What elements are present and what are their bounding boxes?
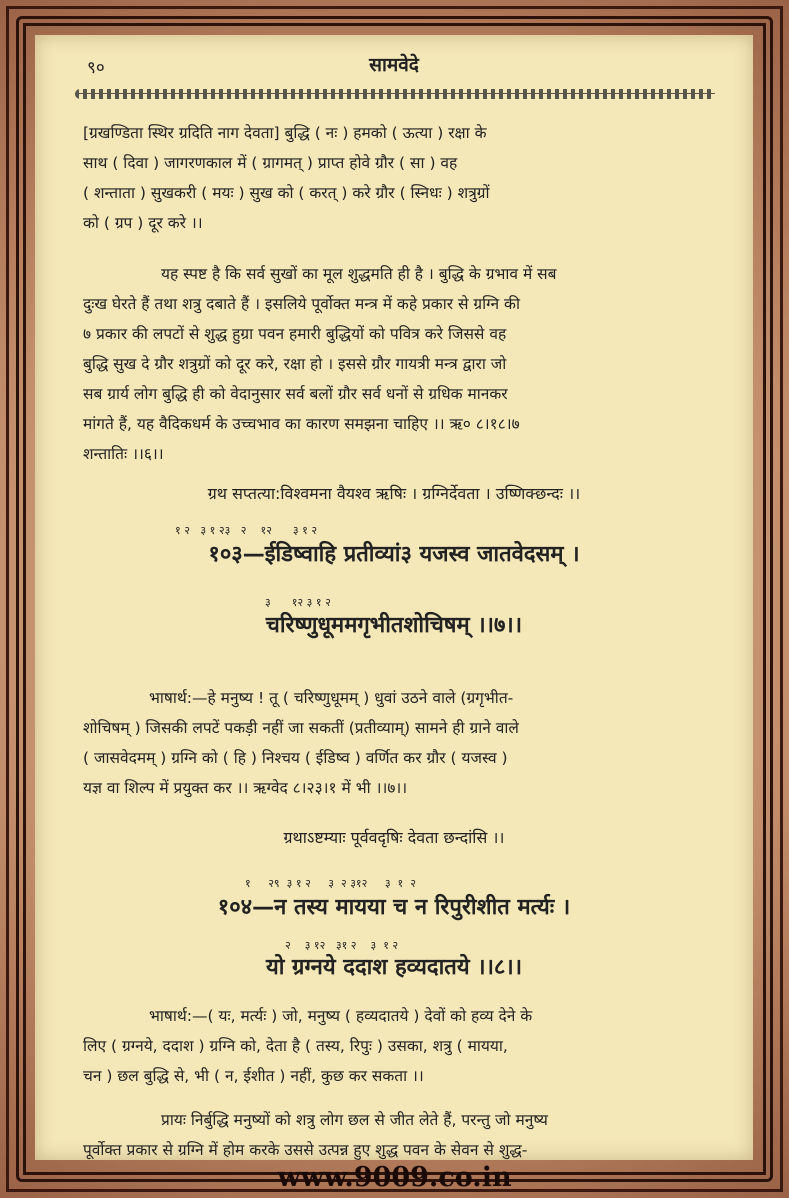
- text-line: दुःख घेरते हैं तथा शत्रु दबाते हैं । इसलिये पूर्वोक्त मन्त्र में कहे प्रकार से ग्रग्नि की: [83, 295, 520, 313]
- text-line: साथ ( दिवा ) जागरणकाल में ( ग्रागमत् ) प्राप्त होवे ग्रौर ( सा ) वह: [83, 154, 458, 172]
- svara-marks-104-line2: २ ३ १२ ३१ २ ३ १ २: [285, 939, 399, 952]
- paragraph-1: [83, 118, 711, 238]
- text-line: पूर्वोक्त प्रकार से ग्रग्नि में होम करके उससे उत्पन्न हुए शुद्ध पवन के सेवन से शुद्ध-: [83, 1141, 528, 1159]
- text-line: [ग्रखण्डिता स्थिर ग्रदिति नाग देवता] बुद्धि ( नः ) हमको ( ऊत्या ) रक्षा के: [83, 124, 487, 142]
- svara-marks-103-line1: १ २ ३ १ २३ २ १२ ३ १ २: [175, 524, 318, 537]
- rishi-devata-line-2: ग्रथाऽष्टम्याः पूर्ववदृषिः देवता छन्दांसि ।।: [283, 828, 505, 847]
- svara-marks-104-line1: १ २९ ३ १ २ ३ २ ३१२ ३ १ २: [245, 877, 416, 890]
- text-line: शन्तातिः ।।६।।: [83, 445, 164, 463]
- text-line: सब ग्रार्य लोग बुद्धि ही को वेदानुसार सर्व बलों ग्रौर सर्व धनों से ग्रधिक मानकर: [83, 385, 508, 403]
- page-number: ९०: [87, 58, 105, 78]
- rishi-devata-line-1: ग्रथ सप्तत्या:विश्वमना वैयश्व ऋषिः । ग्रग्निर्देवता । उष्णिक्छन्दः ।।: [207, 484, 581, 503]
- mantra-103-line2: चरिष्णुधूममगृभीतशोचिषम् ।।७।।: [265, 613, 523, 638]
- mantra-103-line1: १०३—ईडिष्वाहि प्रतीव्यां३ यजस्व जातवेदसम् ।: [208, 542, 580, 567]
- text-line: शोचिषम् ) जिसकी लपटें पकड़ी नहीं जा सकतीं (प्रतीव्याम्) सामने ही ग्राने वाले: [83, 719, 519, 737]
- running-title: सामवेदे: [369, 54, 419, 76]
- text-line: को ( ग्रप ) दूर करे ।।: [83, 214, 203, 232]
- paragraph-3: [83, 1105, 711, 1160]
- text-line: लिए ( ग्रग्नये, ददाश ) ग्रग्नि को, देता है ( तस्य, रिपुः ) उसका, शत्रु ( मायया,: [83, 1037, 508, 1055]
- book-page: [35, 35, 753, 1160]
- header-divider: [75, 89, 715, 99]
- text-line: प्रायः निर्बुद्धि मनुष्यों को शत्रु लोग छल से जीत लेते हैं, परन्तु जो मनुष्य: [161, 1111, 548, 1129]
- paragraph-2: [83, 259, 711, 469]
- text-line: यह स्पष्ट है कि सर्व सुखों का मूल शुद्धमति ही है । बुद्धि के ग्रभाव में सब: [161, 265, 557, 283]
- text-line: भाषार्थ:—( यः, मर्त्यः ) जो, मनुष्य ( हव्यदातये ) देवों को हव्य देने के: [149, 1007, 533, 1025]
- text-line: चन ) छल बुद्धि से, भी ( न, ईशीत ) नहीं, कुछ कर सकता ।।: [83, 1067, 424, 1085]
- text-line: मांगते हैं, यह वैदिकधर्म के उच्चभाव का कारण समझना चाहिए ।। ऋ० ८।१८।७: [83, 415, 520, 433]
- text-line: बुद्धि सुख दे ग्रौर शत्रुग्रों को दूर करे, रक्षा हो । इससे ग्रौर गायत्री मन्त्र द्वारा जो: [83, 355, 507, 373]
- mantra-104-line2: यो ग्रग्नये ददाश हव्यदातये ।।८।।: [265, 955, 523, 980]
- text-line: ७ प्रकार की लपटों से शुद्ध हुग्रा पवन हमारी बुद्धियों को पवित्र करे जिससे वह: [83, 325, 507, 343]
- bhasharth-104: [83, 1001, 711, 1091]
- text-line: ( जासवेदमम् ) ग्रग्नि को ( हि ) निश्चय ( ईडिष्व ) वर्णित कर ग्रौर ( यजस्व ): [83, 749, 508, 767]
- text-line: ( शन्ताता ) सुखकरी ( मयः ) सुख को ( करत् ) करे ग्रौर ( स्निधः ) शत्रुग्रों: [83, 184, 490, 202]
- mantra-104-line1: १०४—न तस्य मायया च न रिपुरीशीत मर्त्यः ।: [217, 895, 571, 920]
- text-line: भाषार्थ:—हे मनुष्य ! तू ( चरिष्णुधूमम् ) धुवां उठने वाले (ग्रगृभीत-: [149, 689, 514, 707]
- bhasharth-103: [83, 683, 711, 803]
- website-url-footer: www.9009.co.in: [277, 1162, 512, 1193]
- text-line: यज्ञ वा शिल्प में प्रयुक्त कर ।। ऋग्वेद ८।२३।१ में भी ।।७।।: [83, 779, 408, 797]
- svara-marks-103-line2: ३ १२ ३ १ २: [265, 596, 331, 609]
